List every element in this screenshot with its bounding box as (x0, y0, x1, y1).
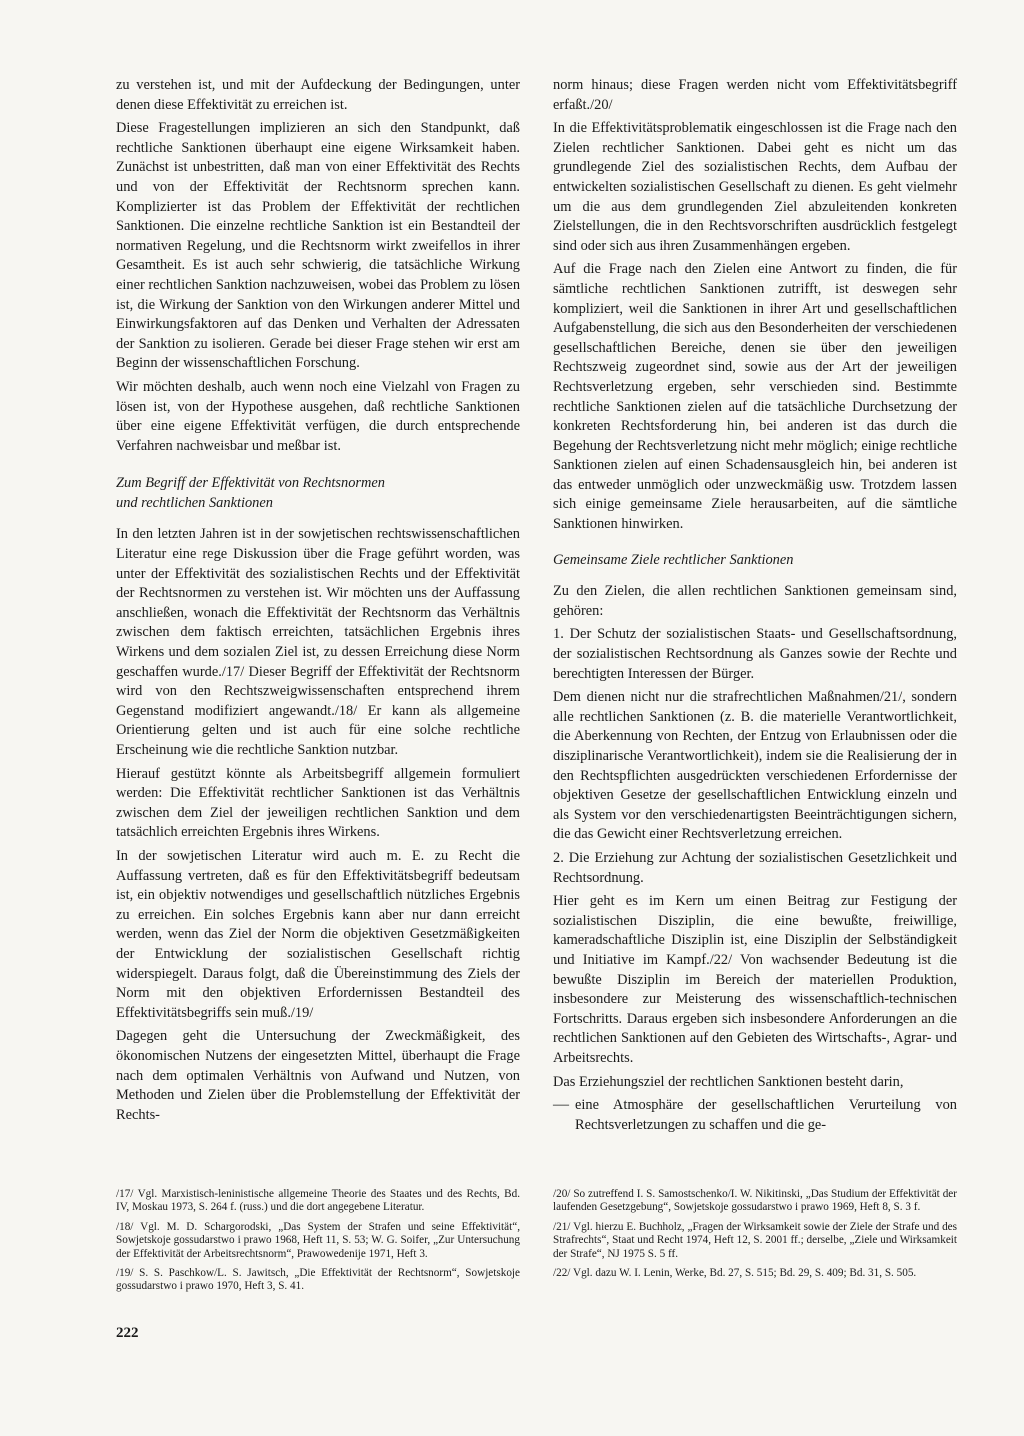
footnote: /19/ S. S. Paschkow/L. S. Jawitsch, „Die Effektivität der Rechtsnorm“, Sowjetskoje gossudarstwo i prawo 1970, Heft 3, S. 41. (116, 1267, 520, 1293)
section-heading-line: Zum Begriff der Effektivität von Rechtsnormen (116, 475, 385, 492)
footnote: /18/ Vgl. M. D. Schargorodski, „Das System der Strafen und seine Effektivität“, Sowjetskoje gossudarstwo i prawo 1968, Heft 11, S. 53; W. G. Soifer, „Zur Untersuchung der Effektivität der Arbeitsrechtsnorm“, Prawowedenije 1971, Heft 3. (116, 1220, 520, 1260)
paragraph: In den letzten Jahren ist in der sowjetischen rechtswissenschaftlichen Literatur eine rege Diskussion über die Frage geführt worden, was unter der Effektivität des sozialistischen Rechts und der Effektivität der Rechtsnormen zu verstehen ist. Wir möchten uns der Auffassung anschließen, wonach die Effektivität der Rechtsnorm das Verhältnis zwischen dem faktisch erreichten, tatsächlichen Ergebnis ihres Wirkens und dem sozialen Ziel ist, zu dessen Erreichung diese Norm geschaffen wurde./17/ Dieser Begriff der Effektivität der Rechtsnorm wird von den Rechtszweigwissenschaften entsprechend ihrem Gegenstand modifiziert angewandt./18/ Er kann als allgemeine Orientierung gelten und ist auch für eine solche rechtliche Erscheinung wie die rechtliche Sanktion nutzbar. (116, 526, 520, 758)
list-item-text: eine Atmosphäre der gesellschaftlichen Verurteilung von Rechtsverletzungen zu schaffen und die ge- (575, 1097, 957, 1133)
section-heading-line: und rechtlichen Sanktionen (116, 494, 273, 511)
footnote: /21/ Vgl. hierzu E. Buchholz, „Fragen der Wirksamkeit sowie der Ziele der Strafe und des Strafrechts“, Staat und Recht 1974, Heft 12, S. 2001 ff.; derselbe, „Ziele und Wirksamkeit der Strafe“, NJ 1975 S. 5 ff. (553, 1220, 957, 1260)
paragraph: 2. Die Erziehung zur Achtung der sozialistischen Gesetzlichkeit und Rechtsordnung. (553, 849, 957, 886)
paragraph: In der sowjetischen Literatur wird auch m. E. zu Recht die Auffassung vertreten, daß es für den Effektivitätsbegriff bedeutsam ist, ein objektiv notwendiges und gesellschaftlich nützliches Ergebnis zu erreichen. Ein solches Ergebnis kann aber nur dann erreicht werden, wenn das Ziel der Norm die objektiven Gesetzmäßigkeiten der Entwicklung der sozialistischen Gesellschaft richtig widerspiegelt. Daraus folgt, daß die Übereinstimmung des Ziels der Norm mit den objektiven Erfordernissen Bestandteil des Effektivitätsbegriffs sein muß./19/ (116, 847, 520, 1021)
paragraph: zu verstehen ist, und mit der Aufdeckung der Bedingungen, unter denen diese Effektivität zu erreichen ist. (116, 77, 520, 113)
paragraph: Diese Fragestellungen implizieren an sich den Standpunkt, daß rechtliche Sanktionen überhaupt eine eigene Wirksamkeit haben. Zunächst ist unbestritten, daß man von einer Effektivität des Rechts und von der Effektivität der Rechtsnorm sprechen kann. Komplizierter ist das Problem der Effektivität der rechtlichen Sanktionen. Die einzelne rechtliche Sanktion ist ein Bestandteil der normativen Regelung, und die Rechtsnorm wirkt zweifellos in ihrer Gesamtheit. Es ist auch sehr schwierig, die tatsächliche Wirkung einer rechtlichen Sanktion nachzuweisen, wobei das Problem zu lösen ist, die Wirkung der Sanktion von den Wirkungen anderer Mittel und Einwirkungsfaktoren auf das Denken und Verhalten der Adressaten der Sanktion zu isolieren. Gerade bei dieser Frage stehen wir erst am Beginn der wissenschaftlichen Forschung. (116, 120, 521, 372)
footnote: /22/ Vgl. dazu W. I. Lenin, Werke, Bd. 27, S. 515; Bd. 29, S. 409; Bd. 31, S. 505. (553, 1267, 917, 1280)
paragraph: Hier geht es im Kern um einen Beitrag zur Festigung der sozialistischen Disziplin, die eine bewußte, freiwillige, kameradschaftliche Disziplin ist, eine Disziplin der Selbständigkeit und Initiative im Kampf./22/ Von wachsender Bedeutung ist die bewußte Disziplin im Bereich der materiellen Produktion, insbesondere zur Meisterung des wissenschaftlich-technischen Fortschritts. Daraus ergeben sich insbesondere Anforderungen an die rechtlichen Sanktionen auf den Gebieten des Wirtschafts-, Agrar- und Arbeitsrechts. (553, 893, 957, 1066)
paragraph: Hierauf gestützt könnte als Arbeitsbegriff allgemein formuliert werden: Die Effektivität rechtlicher Sanktionen ist das Verhältnis zwischen dem Ziel der jeweiligen rechtlichen Sanktion und dem tatsächlich erreichten Ergebnis ihres Wirkens. (116, 765, 520, 841)
footnotes-right (553, 1188, 957, 1286)
dash-marker: — (553, 1096, 569, 1114)
right-column (553, 76, 957, 1139)
paragraph: Das Erziehungsziel der rechtlichen Sanktionen besteht darin, (553, 1073, 904, 1090)
left-column (116, 76, 520, 1129)
list-item (553, 1096, 957, 1139)
paragraph: Dagegen geht die Untersuchung der Zweckmäßigkeit, des ökonomischen Nutzens der eingesetzten Mittel, überhaupt die Frage nach dem optimalen Verhältnis von Aufwand und Nutzen, von Methoden und Zielen über die Problemstellung der Effektivität der Rechts- (116, 1028, 520, 1123)
paragraph: Dem dienen nicht nur die strafrechtlichen Maßnahmen/21/, sondern alle rechtlichen Sanktionen (z. B. die materielle Verantwortlichkeit, die Aberkennung von Rechten, der Entzug von Erlaubnissen oder die disziplinarische Verantwortlichkeit), indem sie die Realisierung der in den Rechtspflichten ausgedrückten verschiedenen Erfordernisse der objektiven Gesetze der gesellschaftlichen Entwicklung einzeln und als System vor den verschiedenartigsten Beeinträchtigungen sichern, die das Gewicht einer Rechtsverletzung erreichen. (553, 689, 957, 843)
paragraph: Zu den Zielen, die allen rechtlichen Sanktionen gemeinsam sind, gehören: (553, 583, 957, 619)
section-heading: Gemeinsame Ziele rechtlicher Sanktionen (553, 551, 794, 568)
footnote: /20/ So zutreffend I. S. Samostschenko/I. W. Nikitinski, „Das Studium der Effektivität der laufenden Gesetzgebung“, Sowjetskoje gossudarstwo i prawo 1969, Heft 8, S. 3 f. (553, 1188, 957, 1214)
paragraph: Auf die Frage nach den Zielen eine Antwort zu finden, die für sämtliche rechtlichen Sanktionen zutrifft, ist deswegen sehr kompliziert, weil die Sanktionen in ihrer Art und gesellschaftlichen Aufgabenstellung, die sich aus den Besonderheiten der verschiedenen gesellschaftlichen Bereiche, denen sie über den jeweiligen Rechtszweig zugeordnet sind, sowie aus der Art der jeweiligen Rechtsverletzung ergeben, sehr verschieden sind. Bestimmte rechtliche Sanktionen zielen auf die tatsächliche Durchsetzung der konkreten Rechtsforderung hin, bei anderen ist das durch die Begehung der Rechtsverletzung nicht mehr möglich; einige rechtliche Sanktionen zielen auf einen Schadensausgleich hin, bei anderen ist das entweder unmöglich oder unzweckmäßig usw. Trotzdem lassen sich einige gemeinsame Ziele herausarbeiten, auf die sämtliche Sanktionen hinwirken. (553, 261, 957, 533)
footnote: /17/ Vgl. Marxistisch-leninistische allgemeine Theorie des Staates und des Rechts, Bd. IV, Moskau 1973, S. 264 f. (russ.) und die dort angegebene Literatur. (116, 1188, 520, 1214)
section-heading (116, 474, 520, 513)
footnotes-left (116, 1188, 520, 1300)
paragraph: Wir möchten deshalb, auch wenn noch eine Vielzahl von Fragen zu lösen ist, von der Hypothese ausgehen, daß rechtliche Sanktionen über eine eigene Effektivität verfügen, die durch entsprechende Verfahren nachweisbar und meßbar ist. (116, 378, 520, 454)
page-number: 222 (116, 1325, 139, 1341)
paragraph: norm hinaus; diese Fragen werden nicht vom Effektivitätsbegriff erfaßt./20/ (553, 77, 957, 113)
paragraph: In die Effektivitätsproblematik eingeschlossen ist die Frage nach den Zielen rechtlicher Sanktionen. Dabei geht es nicht um das grundlegende Ziel des sozialistischen Rechts, dem Aufbau der entwickelten sozialistischen Gesellschaft zu dienen. Es geht vielmehr um die aus dem grundlegenden Ziel abzuleitenden konkreten Zielstellungen, die in den Rechtsvorschriften ausdrücklich festgelegt sind oder sich aus ihren Zusammenhängen ergeben. (553, 120, 957, 254)
paragraph: 1. Der Schutz der sozialistischen Staats- und Gesellschaftsordnung, der sozialistischen Rechtsordnung als Ganzes sowie der Rechte und berechtigten Interessen der Bürger. (553, 626, 957, 682)
